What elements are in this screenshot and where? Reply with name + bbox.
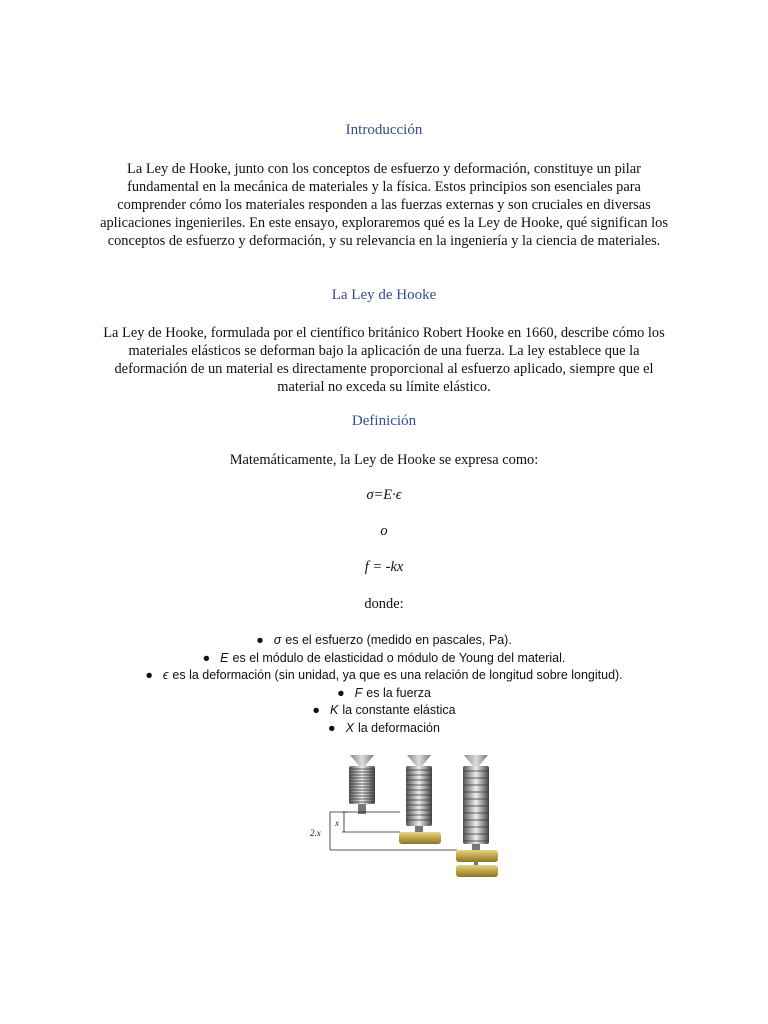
formula-spring: f = -kx xyxy=(364,559,404,575)
variable-description: es la fuerza xyxy=(366,685,431,700)
variable-description: es el esfuerzo (medido en pascales, Pa). xyxy=(285,633,512,647)
intro-heading: Introducción xyxy=(345,122,423,138)
mass-block xyxy=(456,865,498,877)
definition-intro: Matemáticamente, la Ley de Hooke se expresa como: xyxy=(229,452,539,468)
list-item xyxy=(0,702,768,720)
variable-symbol: F xyxy=(354,685,363,700)
bullet-icon: ● xyxy=(312,703,320,717)
hooke-heading: La Ley de Hooke xyxy=(331,287,437,303)
label-2x: 2.x xyxy=(310,828,321,838)
mass-block xyxy=(399,832,441,844)
list-item xyxy=(0,667,768,685)
variable-description: la deformación xyxy=(357,720,440,735)
mass-block xyxy=(456,850,498,862)
list-item xyxy=(0,650,768,668)
list-item xyxy=(0,632,768,650)
variable-symbol: X xyxy=(345,720,354,735)
list-item xyxy=(0,720,768,738)
bullet-icon: ● xyxy=(328,720,336,735)
intro-paragraph: La Ley de Hooke, junto con los conceptos de esfuerzo y deformación, constituye un pilar fundamental en la mecánica de materiales y la física. Estos principios son esenciales para comprender cómo los materiales responden a las fuerzas externas y son cruciales en diversas aplicaciones ingenieriles. En este ensayo, exploraremos qué es la Ley de Hooke, qué significan los conceptos de esfuerzo y deformación, y su relevancia en la ingeniería y la ciencia de materiales. xyxy=(100,161,668,249)
spring-single-mass xyxy=(399,755,441,844)
variable-symbol: E xyxy=(220,650,229,665)
bullet-icon: ● xyxy=(202,650,211,665)
formula-stress: σ=E·ϵ xyxy=(366,487,402,503)
label-x: x xyxy=(335,818,339,828)
variable-symbol: K xyxy=(329,703,339,717)
hooke-paragraph: La Ley de Hooke, formulada por el científico británico Robert Hooke en 1660, describe cómo los materiales elásticos se deforman bajo la aplicación de una fuerza. La ley establece que la deformación de un material es directamente proporcional al esfuerzo aplicado, siempre que el material no exceda su límite elástico. xyxy=(103,325,665,395)
spring-double-mass xyxy=(456,755,498,877)
variable-description: es el módulo de elasticidad o módulo de Young del material. xyxy=(232,650,566,665)
spring-unloaded xyxy=(349,755,375,814)
donde-text: donde: xyxy=(364,596,404,612)
displacement-markers xyxy=(330,812,457,850)
variable-list xyxy=(0,632,768,737)
variable-description: la constante elástica xyxy=(342,703,456,717)
or-text: o xyxy=(380,523,388,539)
list-item xyxy=(0,685,768,703)
bullet-icon: ● xyxy=(337,685,345,700)
variable-description: es la deformación (sin unidad, ya que es una relación de longitud sobre longitud). xyxy=(172,668,623,682)
variable-symbol: σ xyxy=(273,633,282,647)
variable-symbol: ϵ xyxy=(162,668,169,682)
definition-heading: Definición xyxy=(351,413,417,429)
bullet-icon: ● xyxy=(256,633,264,647)
bullet-icon: ● xyxy=(145,668,153,682)
springs-diagram xyxy=(300,752,510,880)
